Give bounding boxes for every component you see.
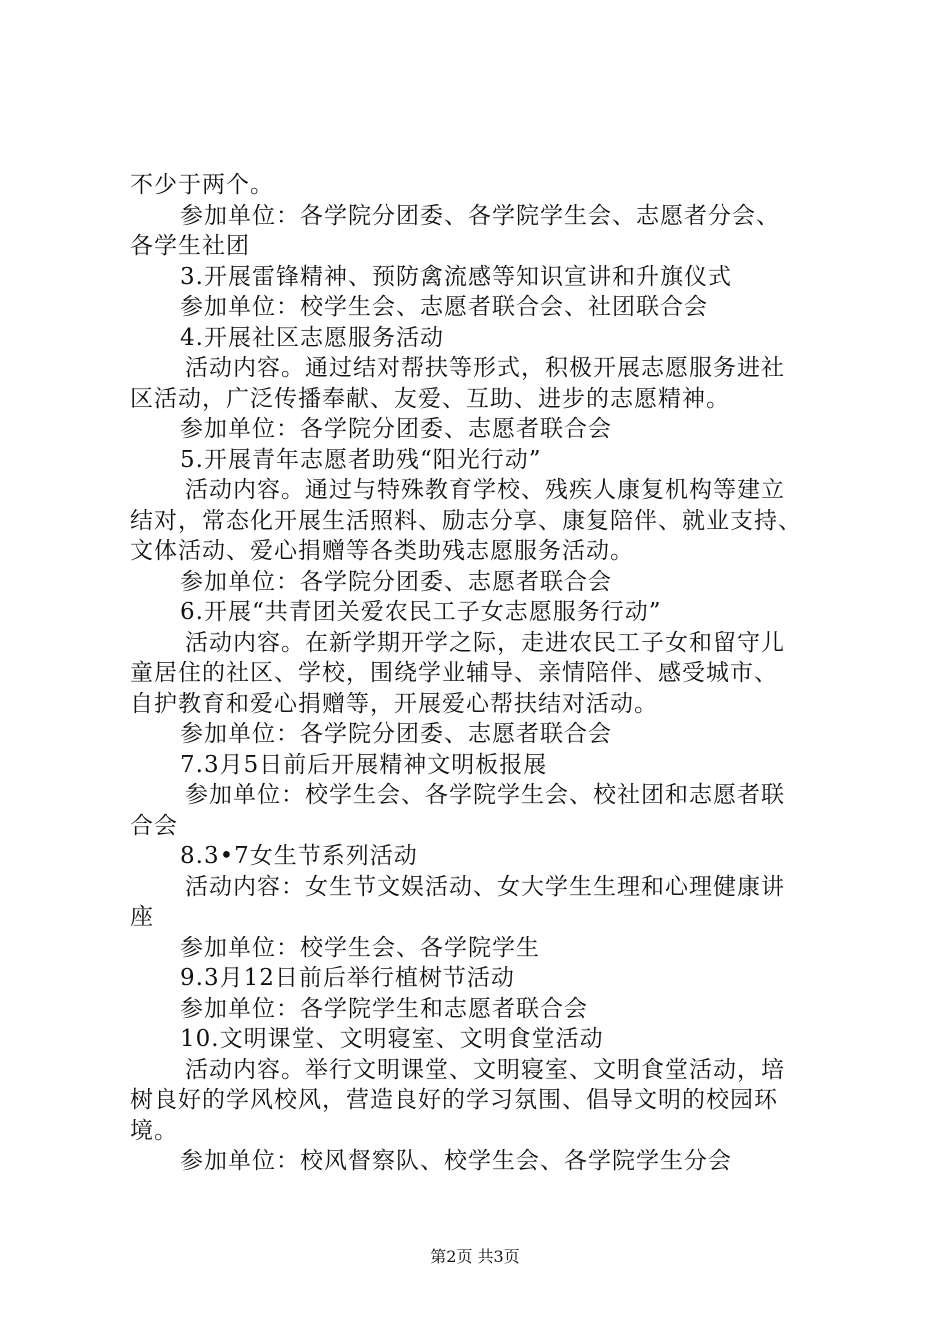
- body-line: 合会: [130, 812, 178, 839]
- body-line: 活动内容。举行文明课堂、文明寝室、文明食堂活动，培: [185, 1056, 785, 1083]
- body-line: 各学生社团: [130, 233, 250, 259]
- body-line: 境。: [130, 1117, 178, 1144]
- body-line: 座: [130, 904, 154, 930]
- body-line: 参加单位：各学院分团委、志愿者联合会: [180, 568, 612, 595]
- body-line: 参加单位：各学院学生和志愿者联合会: [180, 995, 588, 1022]
- body-line: 参加单位：校学生会、各学院学生: [180, 934, 540, 961]
- body-line: 活动内容。在新学期开学之际，走进农民工子女和留守儿: [185, 629, 785, 656]
- body-line: 3.开展雷锋精神、预防禽流感等知识宣讲和升旗仪式: [180, 263, 732, 290]
- body-line: 不少于两个。: [130, 172, 274, 198]
- body-line: 活动内容：女生节文娱活动、女大学生生理和心理健康讲: [185, 873, 785, 900]
- body-line: 4.开展社区志愿服务活动: [180, 324, 444, 351]
- body-line: 9.3月12日前后举行植树节活动: [180, 965, 515, 991]
- page-footer: 第2页 共3页: [430, 1247, 520, 1266]
- document-body: [130, 170, 830, 1177]
- body-line: 7.3月5日前后开展精神文明板报展: [180, 751, 548, 778]
- body-line: 5.开展青年志愿者助残“阳光行动”: [180, 446, 542, 473]
- body-line: 参加单位：各学院分团委、各学院学生会、志愿者分会、: [180, 202, 780, 229]
- body-line: 8.3•7女生节系列活动: [180, 843, 418, 869]
- body-line: 自护教育和爱心捐赠等，开展爱心帮扶结对活动。: [130, 690, 658, 717]
- body-line: 6.开展“共青团关爱农民工子女志愿服务行动”: [180, 599, 662, 625]
- body-line: 活动内容。通过结对帮扶等形式，积极开展志愿服务进社: [185, 355, 785, 381]
- body-line: 参加单位：校学生会、志愿者联合会、社团联合会: [180, 294, 708, 320]
- body-line: 区活动，广泛传播奉献、友爱、互助、进步的志愿精神。: [130, 385, 730, 412]
- body-line: 10.文明课堂、文明寝室、文明食堂活动: [180, 1026, 604, 1052]
- body-line: 树良好的学风校风，营造良好的学习氛围、倡导文明的校园环: [130, 1087, 778, 1113]
- body-line: 参加单位：各学院分团委、志愿者联合会: [180, 721, 612, 747]
- body-line: 文体活动、爱心捐赠等各类助残志愿服务活动。: [130, 538, 634, 564]
- body-line: 参加单位：各学院分团委、志愿者联合会: [180, 416, 612, 442]
- body-line: 结对，常态化开展生活照料、励志分享、康复陪伴、就业支持、: [130, 507, 802, 534]
- body-line: 参加单位：校风督察队、校学生会、各学院学生分会: [180, 1148, 732, 1174]
- body-line: 童居住的社区、学校，围绕学业辅导、亲情陪伴、感受城市、: [130, 660, 778, 686]
- body-line: 活动内容。通过与特殊教育学校、残疾人康复机构等建立: [185, 477, 785, 503]
- body-line: 参加单位：校学生会、各学院学生会、校社团和志愿者联: [185, 782, 785, 808]
